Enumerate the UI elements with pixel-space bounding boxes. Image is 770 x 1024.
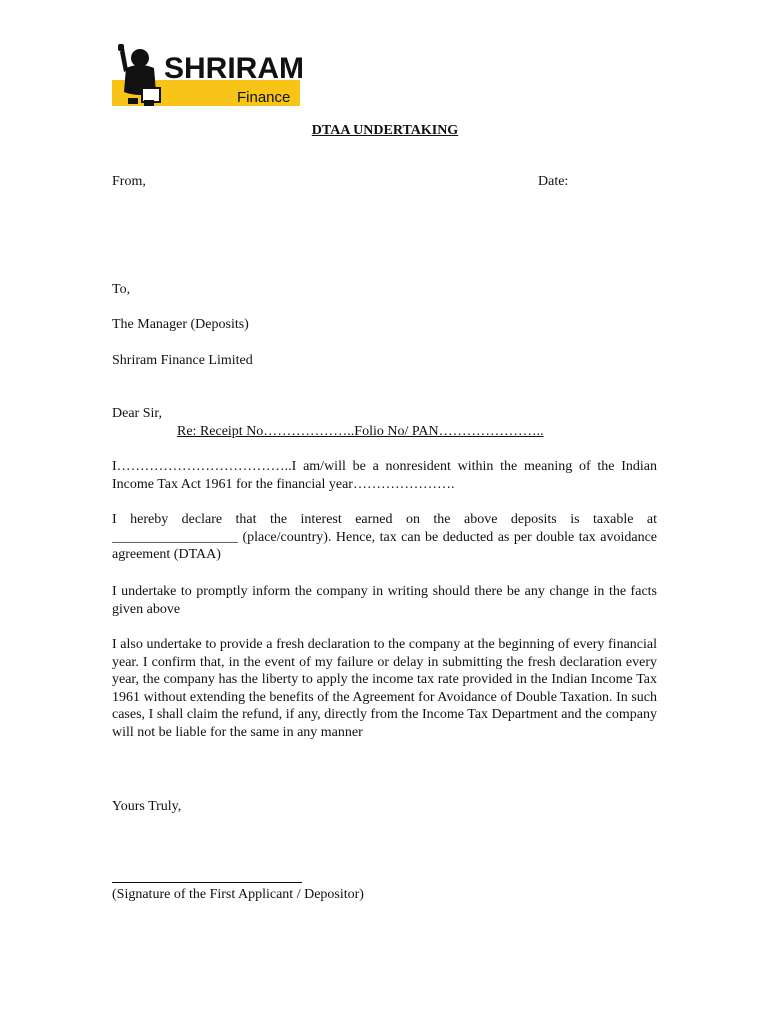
recipient-line-1: The Manager (Deposits) [112, 317, 249, 332]
signature-line [112, 882, 302, 883]
paragraph-inform-change: I undertake to promptly inform the company in writing should there be any change in the facts given above [112, 584, 657, 617]
signature-caption: (Signature of the First Applicant / Depositor) [112, 887, 364, 902]
logo-brand-text: SHRIRAM [164, 52, 302, 85]
paragraph-fresh-declaration: I also undertake to provide a fresh declaration to the company at the beginning of every financial year. I confirm that, in the event of my failure or delay in submitting the fresh declaration every year, the company has the liberty to apply the income tax rate provided in the Indian Income Tax 1961 without extending the benefits of the Agreement for Avoidance of Double Taxation. In such cases, I shall claim the refund, if any, directly from the Income Tax Department and the company will not be liable for the same in any manner [112, 637, 657, 740]
reference-line: Re: Receipt No………………..Folio No/ PAN………………….. [177, 424, 544, 439]
logo-sub-text: Finance [237, 89, 291, 106]
paragraph-tax-declaration: I hereby declare that the interest earned on the above deposits is taxable at __________________ (place/country). Hence, tax can be deducted as per double tax avoidance agreement (DTAA) [112, 512, 657, 563]
shriram-finance-logo [112, 44, 302, 110]
recipient-line-2: Shriram Finance Limited [112, 353, 253, 368]
from-label: From, [112, 174, 146, 189]
closing: Yours Truly, [112, 799, 182, 814]
to-label: To, [112, 282, 131, 297]
document-title: DTAA UNDERTAKING [311, 123, 459, 138]
date-label: Date: [538, 174, 569, 189]
salutation: Dear Sir, [112, 406, 162, 421]
paragraph-nonresident: I………………………………..I am/will be a nonresident within the meaning of the Indian Income Tax Act 1961 for the financial year…………………. [112, 459, 657, 492]
logo-graphic [112, 44, 302, 110]
